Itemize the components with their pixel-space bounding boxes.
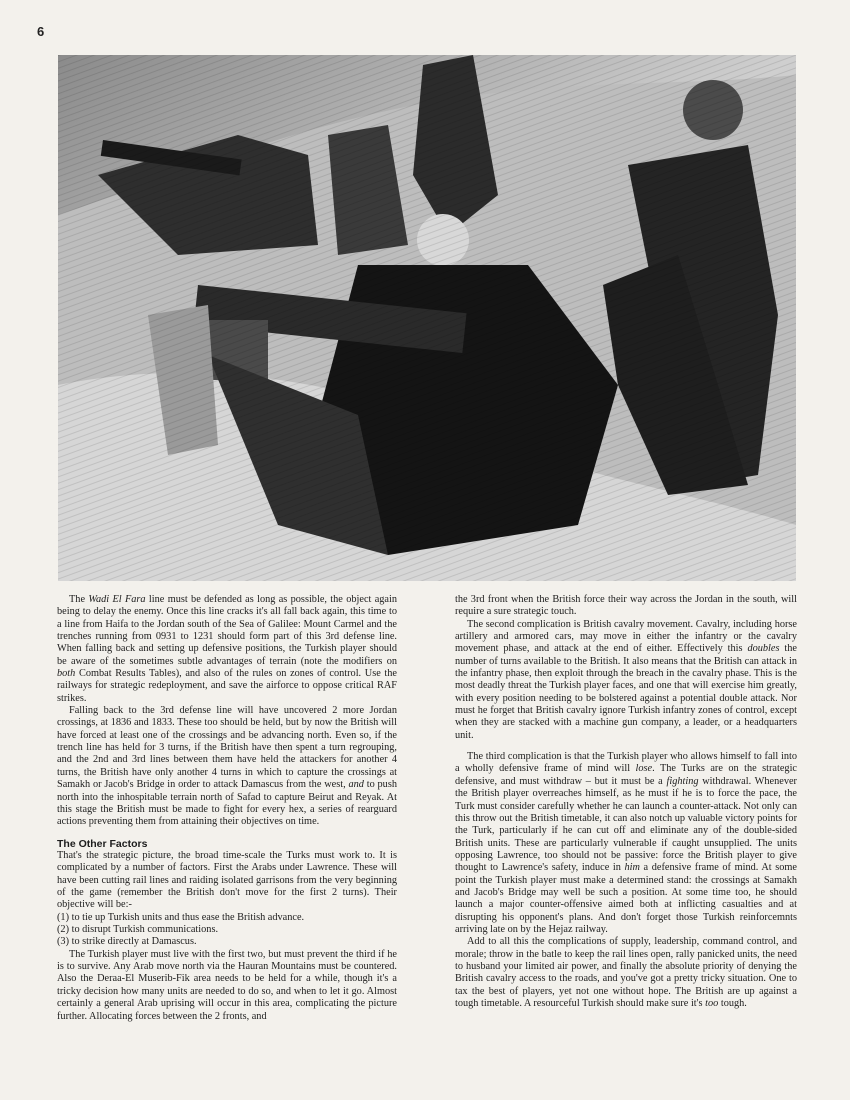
section-heading: The Other Factors — [57, 837, 148, 850]
left-paragraph-4: The Turkish player must live with the first two, but must prevent the third if he is to survive. Any Arab move north via the Hauran Mountains must be countered. Also the Deraa-El Muserib-Fik area needs to be held for a while, though it's a tricky decision how many units are needed to do so, and when to let it go. Almost certainly a general Arab uprising will occur in this area, complicating the picture further. Allocating forces between the 2 fronts, and — [57, 948, 397, 1022]
left-paragraph-2: Falling back to the 3rd defense line will have uncovered 2 more Jordan crossings, at 1836 and 1833. These too should be held, but by now the British will have forced at least one of the crossings and be advancing north. Even so, if the trench line has held for 3 turns, if the British have then spent a turn regrouping, and the 2nd and 3rd lines between them have held the attackers for another 4 turns, the British have only another 4 turns in which to capture the crossings at Samakh or Jacob's Bridge in order to attack Damascus from the west, and to push north into the inhospitable terrain north of Safad to capture Beirut and Reyak. At this stage the British must be made to fight for every hex, a series of rearguard actions preventing them from attaining their objectives on time. — [57, 705, 397, 828]
objective-item-2: (2) to disrupt Turkish communications. — [57, 924, 219, 936]
photo-illustration — [58, 55, 796, 581]
right-column — [455, 594, 797, 1010]
left-paragraph-3: That's the strategic picture, the broad time-scale the Turks must work to. It is complicated by a number of factors. First the Arabs under Lawrence. These will have been cutting rail lines and raiding isolated garrisons from the very beginning of the game (remember the British don't move for the first 2 turns). Their objective will be:- — [57, 850, 397, 911]
objective-item-1: (1) to tie up Turkish units and thus ease the British advance. — [57, 911, 305, 923]
right-paragraph-4: Add to all this the complications of supply, leadership, command control, and morale; throw in the batle to keep the rail lines open, rally panicked units, the need to husband your limited air power, and finally the absolute priority of denying the British cavalry access to the roads, and you've got a pretty tricky situation. One to tax the best of players, yet not one without hope. The British are up against a tough timetable. A resourceful Turkish should make sure it's too tough. — [455, 936, 797, 1009]
right-paragraph-3: The third complication is that the Turkish player who allows himself to fall into a wholly defensive frame of mind will lose. The Turks are on the strategic defensive, and must withdraw – but it must be a fighting withdrawal. Whenever the British player overreaches himself, as he must if he is to force the pace, the Turk must consider carefully whether he can launch a counter-attack. Not only can this throw out the British timetable, it can also notch up valuable victory points for the Turk, particularly if he can cut off and eliminate any of the double-sided British units. These are particularly vulnerable if caught unsupplied. The units opposing Lawrence, too should not be passive: force the British player to give thought to Lawrence's safety, induce in him a defensive frame of mind. At some point the Turkish player must make a determined stand: the crossings at Samakh and Jacob's Bridge may well be such a position. At some time too, he should launch a major counter-offensive aimed both at inflicting casualties and at disrupting his opponent's plans. And don't forget those Turkish reinforcemnts arriving late on by the Hejaz railway. — [455, 751, 798, 935]
left-paragraph-1: The Wadi El Fara line must be defended as long as possible, the object again being to delay the enemy. Once this line cracks it's all fall back again, this time to a line from Haifa to the Jordan south of the Sea of Galilee: Mount Carmel and the trenches running from 0931 to 1231 should form part of this 3rd defense line. When falling back and setting up defensive positions, the Turkish player should be aware of the sometimes subtle advantages of terrain (note the modifiers on both Combat Results Tables), and also of the rules on zones of control. Use the railways for strategic redeployment, and save the airforce to oppose critical RAF strikes. — [57, 594, 398, 704]
objective-item-3: (3) to strike directly at Damascus. — [57, 936, 197, 948]
soldiers-photograph — [58, 55, 796, 581]
page-number: 6 — [37, 24, 45, 39]
right-paragraph-2: The second complication is British cavalry movement. Cavalry, including horse artillery and armored cars, may move in either the infantry or the cavalry movement phase, and attack at the end of either. Effectively this doubles the number of turns available to the British. It also means that the British can attack in the infantry phase, then exploit through the breach in the cavalry phase. This is the most deadly threat the Turkish player faces, and one that will exercise him greatly, with every position needing to be bolstered against a potential double attack. Nor must he forget that British cavalry ignore Turkish infantry zones of control, except when they are stacked with a machine gun company, a leader, or a headquarters unit. — [455, 618, 798, 741]
left-column — [57, 594, 397, 1023]
right-paragraph-1: the 3rd front when the British force their way across the Jordan in the south, will require a sure strategic touch. — [455, 594, 797, 618]
